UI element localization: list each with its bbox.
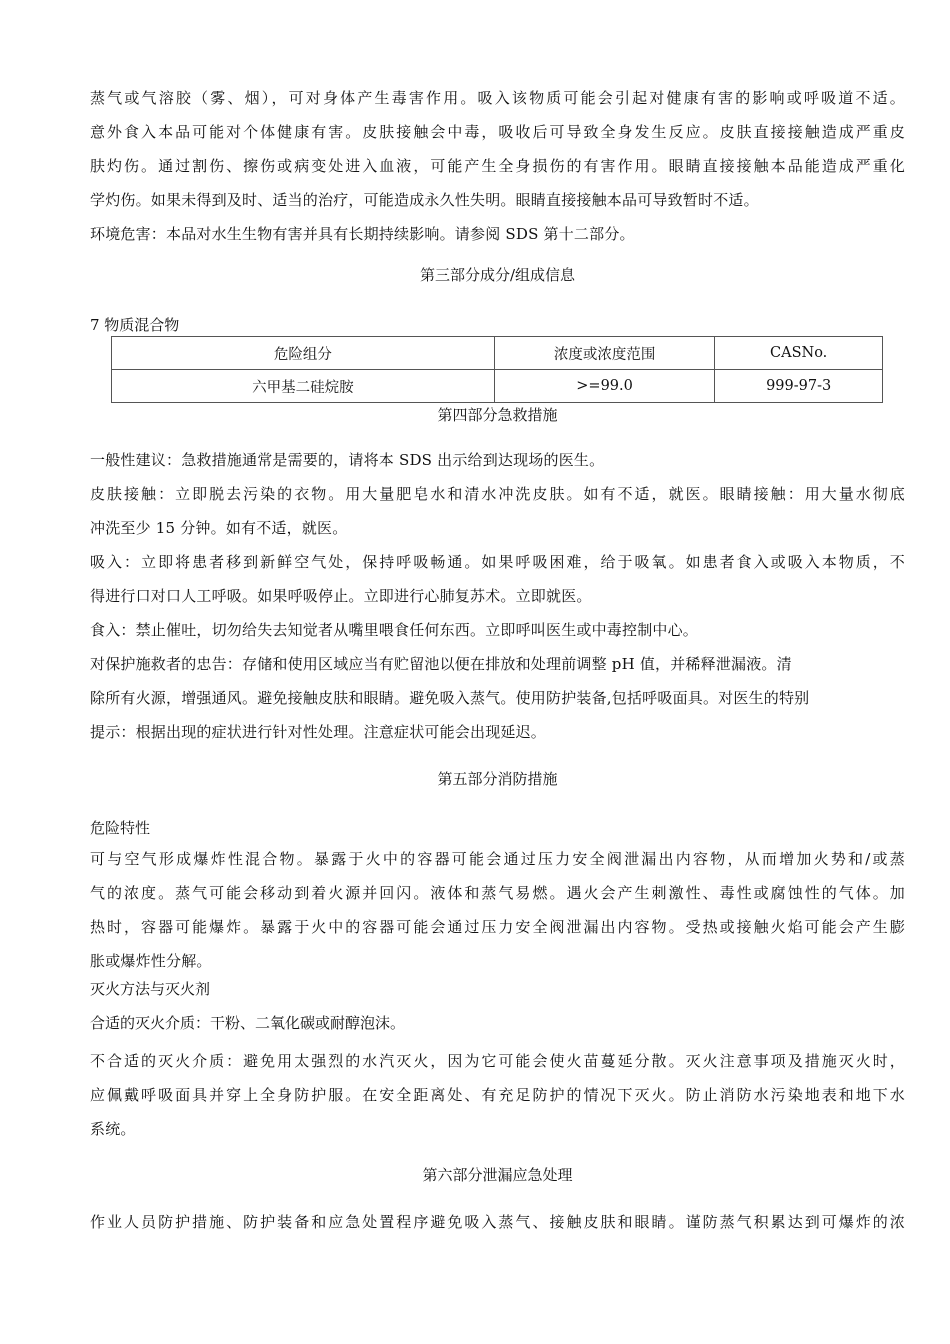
- header-component: 危险组分: [112, 337, 495, 370]
- table-header-row: [112, 337, 883, 370]
- text-line: 皮肤接触：立即脱去污染的衣物。用大量肥皂水和清水冲洗皮肤。如有不适，就医。眼睛接触：用大量水彻底: [90, 485, 905, 503]
- section-6-title: 第六部分泄漏应急处理: [422, 1166, 573, 1184]
- hazard-characteristics-label: 危险特性: [90, 819, 151, 837]
- section-3-title: 第三部分成分/组成信息: [419, 266, 576, 284]
- section-5-title: 第五部分消防措施: [437, 770, 558, 788]
- mixture-label: 7 物质混合物: [90, 316, 180, 334]
- text-line: 可与空气形成爆炸性混合物。暴露于火中的容器可能会通过压力安全阀泄漏出内容物，从而增加火势和/或蒸: [90, 850, 905, 868]
- text-line: 胀或爆炸性分解。: [90, 952, 212, 970]
- text-line: 对保护施救者的忠告：存储和使用区域应当有贮留池以便在排放和处理前调整 pH 值，并稀释泄漏液。清: [90, 655, 792, 673]
- header-cas: CASNo.: [715, 337, 883, 370]
- text-line: 系统。: [90, 1120, 136, 1138]
- text-line: 肤灼伤。通过割伤、擦伤或病变处进入血液，可能产生全身损伤的有害作用。眼睛直接接触本品能造成严重化: [90, 157, 905, 175]
- fire-hazard-paragraph: [90, 842, 905, 978]
- cell-cas: 999-97-3: [715, 370, 883, 403]
- cell-concentration: >=99.0: [494, 370, 714, 403]
- text-line: 气的浓度。蒸气可能会移动到着火源并回闪。液体和蒸气易燃。遇火会产生刺激性、毒性或腐蚀性的气体。加: [90, 884, 905, 902]
- extinguishing-method-label: 灭火方法与灭火剂: [90, 980, 211, 998]
- text-line: 提示：根据出现的症状进行针对性处理。注意症状可能会出现延迟。: [90, 723, 547, 741]
- suitable-media: 合适的灭火介质：干粉、二氧化碳或耐醇泡沫。: [90, 1014, 406, 1032]
- ingestion-advice: 食入：禁止催吐，切勿给失去知觉者从嘴里喂食任何东西。立即呼叫医生或中毒控制中心。: [90, 621, 699, 639]
- text-line: 蒸气或气溶胶（雾、烟），可对身体产生毒害作用。吸入该物质可能会引起对健康有害的影响或呼吸道不适。: [90, 89, 905, 107]
- cell-component: 六甲基二硅烷胺: [112, 370, 495, 403]
- general-advice: 一般性建议：急救措施通常是需要的，请将本 SDS 出示给到达现场的医生。: [90, 451, 605, 469]
- text-line: 应佩戴呼吸面具并穿上全身防护服。在安全距离处、有充足防护的情况下灭火。防止消防水污染地表和地下水: [90, 1086, 905, 1104]
- text-line: 除所有火源，增强通风。避免接触皮肤和眼睛。避免吸入蒸气。使用防护装备,包括呼吸面具。对医生的特别: [90, 689, 810, 707]
- health-hazard-paragraph: [90, 81, 905, 251]
- text-line: 冲洗至少 15 分钟。如有不适，就医。: [90, 519, 348, 537]
- first-aid-block: [90, 443, 905, 749]
- text-line: 不合适的灭火介质：避免用太强烈的水汽灭火，因为它可能会使火苗蔓延分散。灭火注意事项及措施灭火时，: [90, 1052, 905, 1070]
- composition-table: [111, 336, 883, 403]
- environment-hazard: 环境危害：本品对水生生物有害并具有长期持续影响。请参阅 SDS 第十二部分。: [90, 225, 635, 243]
- table-row: [112, 370, 883, 403]
- text-line: 热时，容器可能爆炸。暴露于火中的容器可能会通过压力安全阀泄漏出内容物。受热或接触火焰可能会产生膨: [90, 918, 905, 936]
- text-line: 吸入：立即将患者移到新鲜空气处，保持呼吸畅通。如果呼吸困难，给于吸氧。如患者食入或吸入本物质，不: [90, 553, 905, 571]
- header-concentration: 浓度或浓度范围: [494, 337, 714, 370]
- text-line: 得进行口对口人工呼吸。如果呼吸停止。立即进行心肺复苏术。立即就医。: [90, 587, 592, 605]
- unsuitable-media-paragraph: [90, 1044, 905, 1146]
- text-line: 意外食入本品可能对个体健康有害。皮肤接触会中毒，吸收后可导致全身发生反应。皮肤直接接触造成严重皮: [90, 123, 905, 141]
- text-line: 学灼伤。如果未得到及时、适当的治疗，可能造成永久性失明。眼睛直接接触本品可导致暂时不适。: [90, 191, 759, 209]
- text-line: 作业人员防护措施、防护装备和应急处置程序避免吸入蒸气、接触皮肤和眼睛。谨防蒸气积累达到可爆炸的浓: [90, 1213, 905, 1231]
- spill-response-paragraph: [90, 1205, 905, 1239]
- section-4-title: 第四部分急救措施: [437, 406, 558, 424]
